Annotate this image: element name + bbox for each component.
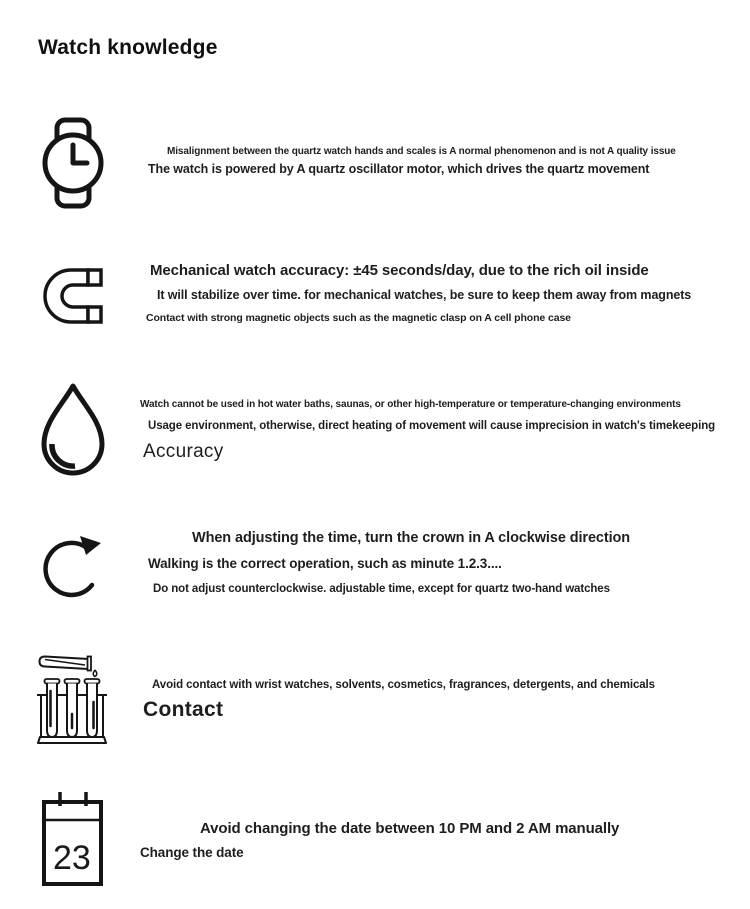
calendar-day-number: 23: [53, 839, 91, 877]
quartz-misalignment-note: Misalignment between the quartz watch hands and scales is A normal phenomenon and is not A quality issue: [167, 146, 676, 157]
page-title: Watch knowledge: [38, 36, 218, 59]
mechanical-accuracy-text: Mechanical watch accuracy: ±45 seconds/day, due to the rich oil inside: [150, 262, 649, 279]
hot-water-warning-note: Watch cannot be used in hot water baths, saunas, or other high-temperature or temperature-changing environments: [140, 399, 681, 410]
clockwise-arrow-icon: [43, 528, 105, 604]
quartz-movement-text: The watch is powered by A quartz oscillator motor, which drives the quartz movement: [148, 162, 650, 176]
accuracy-heading: Accuracy: [143, 441, 224, 462]
turn-crown-clockwise-text: When adjusting the time, turn the crown in A clockwise direction: [192, 530, 631, 546]
calendar-icon: [41, 790, 104, 887]
chemicals-icon: [36, 650, 108, 745]
water-drop-icon: [40, 382, 106, 478]
change-date-label: Change the date: [140, 845, 244, 860]
watch-icon: [42, 117, 104, 209]
magnet-icon: [42, 267, 106, 325]
no-counterclockwise-note: Do not adjust counterclockwise. adjustable time, except for quartz two-hand watches: [153, 583, 610, 595]
correct-operation-text: Walking is the correct operation, such as minute 1.2.3....: [148, 556, 502, 571]
contact-heading: Contact: [143, 698, 224, 721]
keep-away-magnets-text: It will stabilize over time. for mechanical watches, be sure to keep them away from magnets: [157, 288, 692, 302]
avoid-date-change-text: Avoid changing the date between 10 PM and 2 AM manually: [200, 820, 620, 837]
magnetic-objects-note: Contact with strong magnetic objects such as the magnetic clasp on A cell phone case: [146, 312, 571, 324]
avoid-chemicals-text: Avoid contact with wrist watches, solvents, cosmetics, fragrances, detergents, and chemicals: [152, 679, 655, 691]
usage-environment-text: Usage environment, otherwise, direct heating of movement will cause imprecision in watch's timekeeping: [148, 420, 716, 432]
